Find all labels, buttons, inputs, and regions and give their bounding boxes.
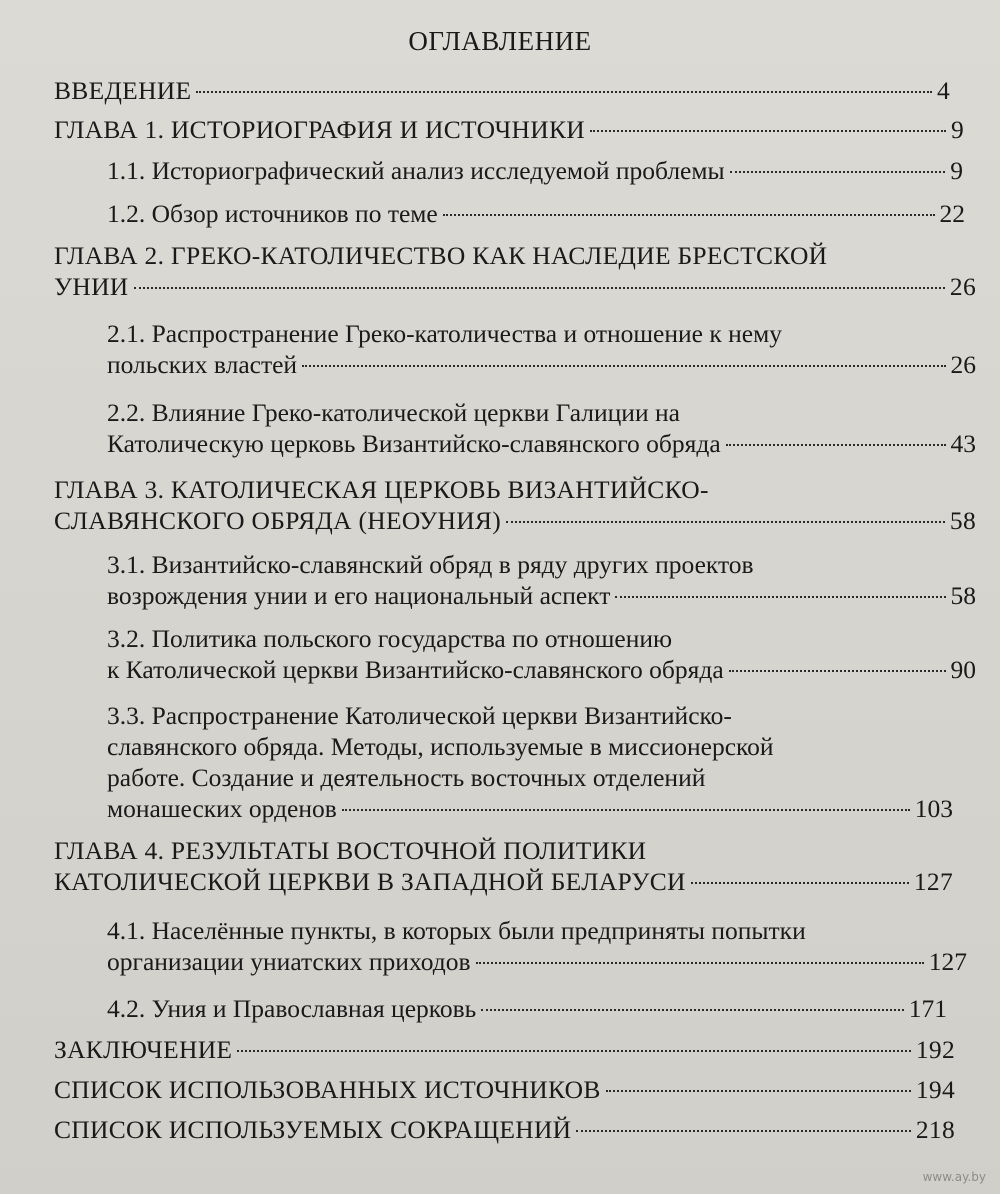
toc-entry	[107, 397, 976, 459]
toc-entry-line: славянского обряда. Методы, используемые в миссионерской	[107, 732, 774, 761]
toc-entry-line: ГЛАВА 2. ГРЕКО-КАТОЛИЧЕСТВО КАК НАСЛЕДИЕ БРЕСТСКОЙ	[54, 241, 828, 270]
toc-entry-title: Католическую церковь Византийско-славянского обряда	[107, 429, 721, 458]
toc-entry-line: ГЛАВА 3. КАТОЛИЧЕСКАЯ ЦЕРКОВЬ ВИЗАНТИЙСКО-	[54, 475, 709, 504]
toc-entry	[107, 318, 976, 380]
toc-entry-line: ГЛАВА 4. РЕЗУЛЬТАТЫ ВОСТОЧНОЙ ПОЛИТИКИ	[54, 836, 647, 865]
dot-leader	[590, 130, 946, 132]
toc-entry-title: 1.2. Обзор источников по теме	[107, 199, 438, 228]
dot-leader	[443, 214, 935, 216]
dot-leader	[134, 287, 945, 289]
toc-page-number: 127	[913, 867, 953, 896]
toc-entry-title: СЛАВЯНСКОГО ОБРЯДА (НЕОУНИЯ)	[54, 506, 502, 535]
toc-entry-title: ГЛАВА 1. ИСТОРИОГРАФИЯ И ИСТОЧНИКИ	[54, 115, 585, 144]
toc-entry	[107, 915, 967, 977]
toc-entry-line: 3.1. Византийско-славянский обряд в ряду других проектов	[107, 550, 754, 579]
toc-entry	[54, 1034, 955, 1065]
toc-entry	[54, 1114, 955, 1145]
toc-entry-title: польских властей	[107, 350, 298, 379]
dot-leader	[729, 670, 946, 672]
dot-leader	[302, 365, 945, 367]
toc-entry	[54, 835, 953, 897]
toc-entry-title: возрождения унии и его национальный аспект	[107, 581, 611, 610]
toc-page-number: 127	[928, 947, 967, 976]
dot-leader	[196, 91, 932, 93]
toc-entry-line: 2.1. Распространение Греко-католичества и отношение к нему	[107, 319, 782, 348]
toc-entry	[107, 993, 947, 1024]
toc-entry	[54, 114, 964, 145]
toc-page-number: 58	[950, 581, 976, 610]
toc-entry	[107, 155, 963, 186]
toc-page-number: 9	[950, 115, 964, 144]
toc-entry-title: СПИСОК ИСПОЛЬЗУЕМЫХ СОКРАЩЕНИЙ	[54, 1115, 572, 1144]
toc-page-number: 192	[915, 1035, 955, 1064]
toc-entry	[107, 549, 976, 611]
toc-entry-title: СПИСОК ИСПОЛЬЗОВАННЫХ ИСТОЧНИКОВ	[54, 1075, 601, 1104]
toc-entry	[107, 198, 965, 229]
dot-leader	[606, 1090, 911, 1092]
toc-page-number: 26	[949, 272, 976, 301]
toc-entry	[54, 240, 976, 302]
toc-entry-title: КАТОЛИЧЕСКОЙ ЦЕРКВИ В ЗАПАДНОЙ БЕЛАРУСИ	[54, 867, 686, 896]
dot-leader	[506, 521, 945, 523]
toc-page-number: 4	[936, 76, 950, 105]
toc-entry-title: 1.1. Историографический анализ исследуемой проблемы	[107, 156, 725, 185]
toc-title: ОГЛАВЛЕНИЕ	[408, 26, 592, 56]
toc-entry-title: монашеских орденов	[107, 794, 337, 823]
toc-entry-line: 3.2. Политика польского государства по отношению	[107, 624, 673, 653]
dot-leader	[342, 809, 910, 811]
toc-entry-title: к Католической церкви Византийско-славянского обряда	[107, 655, 724, 684]
toc-entry-title: ЗАКЛЮЧЕНИЕ	[54, 1035, 233, 1064]
toc-page-number: 22	[939, 199, 965, 228]
watermark: www.ay.by	[922, 1170, 986, 1184]
toc-entry	[107, 700, 953, 824]
toc-page-number: 171	[908, 994, 947, 1023]
toc-entry	[54, 474, 976, 536]
toc-page-number: 194	[915, 1075, 955, 1104]
toc-page-number: 103	[914, 794, 953, 823]
toc-entry-title: ВВЕДЕНИЕ	[54, 76, 192, 105]
dot-leader	[237, 1050, 911, 1052]
toc-entry-line: 3.3. Распространение Католической церкви Византийско-	[107, 701, 732, 730]
toc-page-number: 90	[950, 655, 976, 684]
toc-entry	[107, 623, 976, 685]
toc-entry-line: работе. Создание и деятельность восточных отделений	[107, 763, 706, 792]
toc-entry	[54, 75, 950, 106]
dot-leader	[481, 1009, 903, 1011]
toc-entry	[54, 1074, 955, 1105]
toc-entry-title: УНИИ	[54, 272, 129, 301]
toc-page-number: 26	[950, 350, 976, 379]
dot-leader	[726, 444, 946, 446]
toc-page-number: 43	[950, 429, 976, 458]
toc-entry-title: организации униатских приходов	[107, 947, 471, 976]
dot-leader	[691, 882, 909, 884]
toc-page-number: 9	[950, 156, 963, 185]
toc-entry-title: 4.2. Уния и Православная церковь	[107, 994, 477, 1023]
toc-entry-line: 2.2. Влияние Греко-католической церкви Галиции на	[107, 398, 680, 427]
dot-leader	[730, 171, 946, 173]
dot-leader	[476, 962, 924, 964]
toc-entry-line: 4.1. Населённые пункты, в которых были предприняты попытки	[107, 916, 806, 945]
dot-leader	[615, 596, 945, 598]
toc-page-number: 218	[915, 1115, 955, 1144]
toc-page-number: 58	[949, 506, 976, 535]
dot-leader	[576, 1130, 910, 1132]
